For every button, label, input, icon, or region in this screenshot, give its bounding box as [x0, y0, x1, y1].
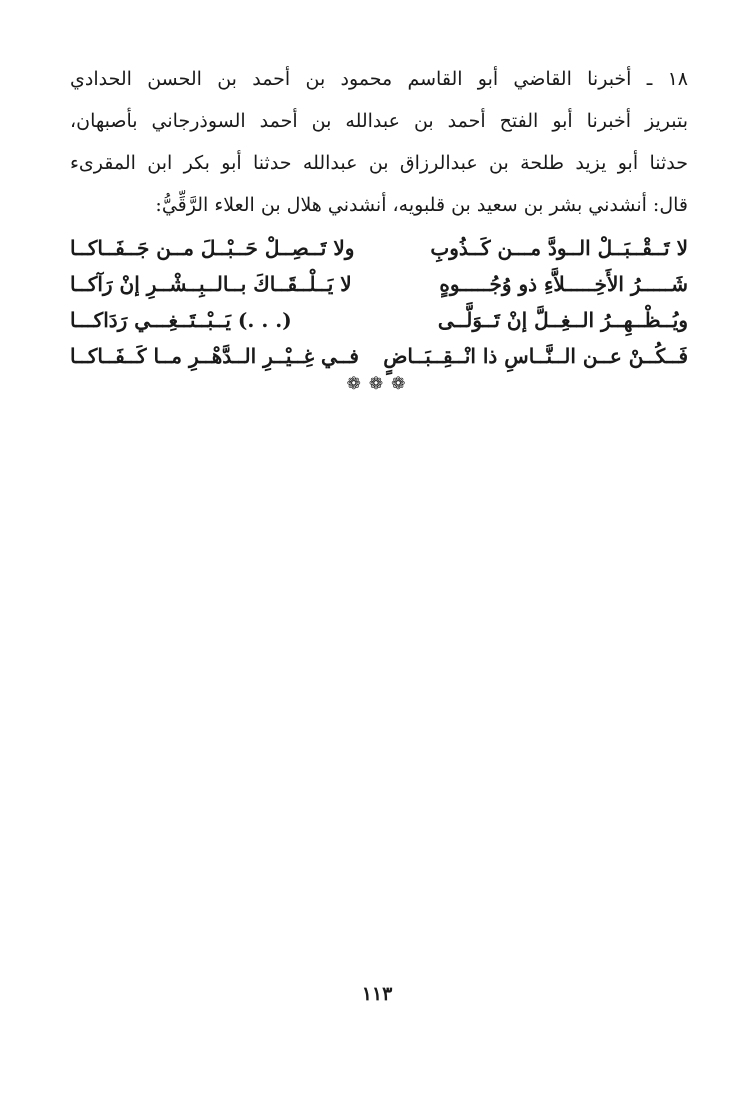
poem-verse-2: [70, 264, 688, 304]
section-divider-ornament: ❁❁❁: [346, 374, 414, 394]
verse-2-second-hemistich: لا يَــلْــقَــاكَ بــالــبِــشْــرِ إنْ رَآكــا: [70, 272, 352, 296]
paragraph-line-4: قال: أنشدني بشر بن سعيد بن قلبويه، أنشدني هلال بن العلاء الرَّقِّيُّ:: [155, 194, 688, 216]
verse-1-first-hemistich: لا تَــقْــبَــلْ الــودَّ مـــن كَــذُوبِ: [430, 236, 688, 260]
paragraph-line-1: ١٨ ـ أخبرنا القاضي أبو القاسم محمود بن أحمد بن الحسن الحدادي: [70, 68, 688, 90]
verse-2-first-hemistich: شَـــــرُ الأَخِـــــلاَّءِ ذو وُجُـــــوهٍ: [439, 272, 688, 296]
verse-4-first-hemistich: فَــكُــنْ عــن الــنَّــاسِ ذا انْــقِــبَــاضٍ: [383, 344, 688, 368]
poem-verse-1: [70, 228, 688, 268]
page-number: ١١٣: [361, 983, 393, 1005]
poem-verse-4: [70, 336, 688, 376]
verse-3-second-hemistich: (. . .) يَــبْــتَــغِـــي رَدَاكـــا: [70, 308, 292, 332]
paragraph-line-3: حدثنا أبو يزيد طلحة بن عبدالرزاق بن عبدالله حدثنا أبو بكر ابن المقرىء: [70, 152, 688, 174]
poem-verse-3: [70, 300, 688, 340]
verse-4-second-hemistich: فــي غِــيْــرِ الــدَّهْــرِ مــا كَــفَــاكــا: [70, 344, 359, 368]
verse-3-first-hemistich: ويُــظْــهِــرُ الــغِــلَّ إنْ تَــوَلَّــى: [437, 308, 688, 332]
paragraph-line-2: بتبريز أخبرنا أبو الفتح أحمد بن عبدالله بن أحمد السوذرجاني بأصبهان،: [70, 110, 688, 132]
verse-1-second-hemistich: ولا تَــصِــلْ حَــبْــلَ مــن جَــفَــاكــا: [70, 236, 355, 260]
